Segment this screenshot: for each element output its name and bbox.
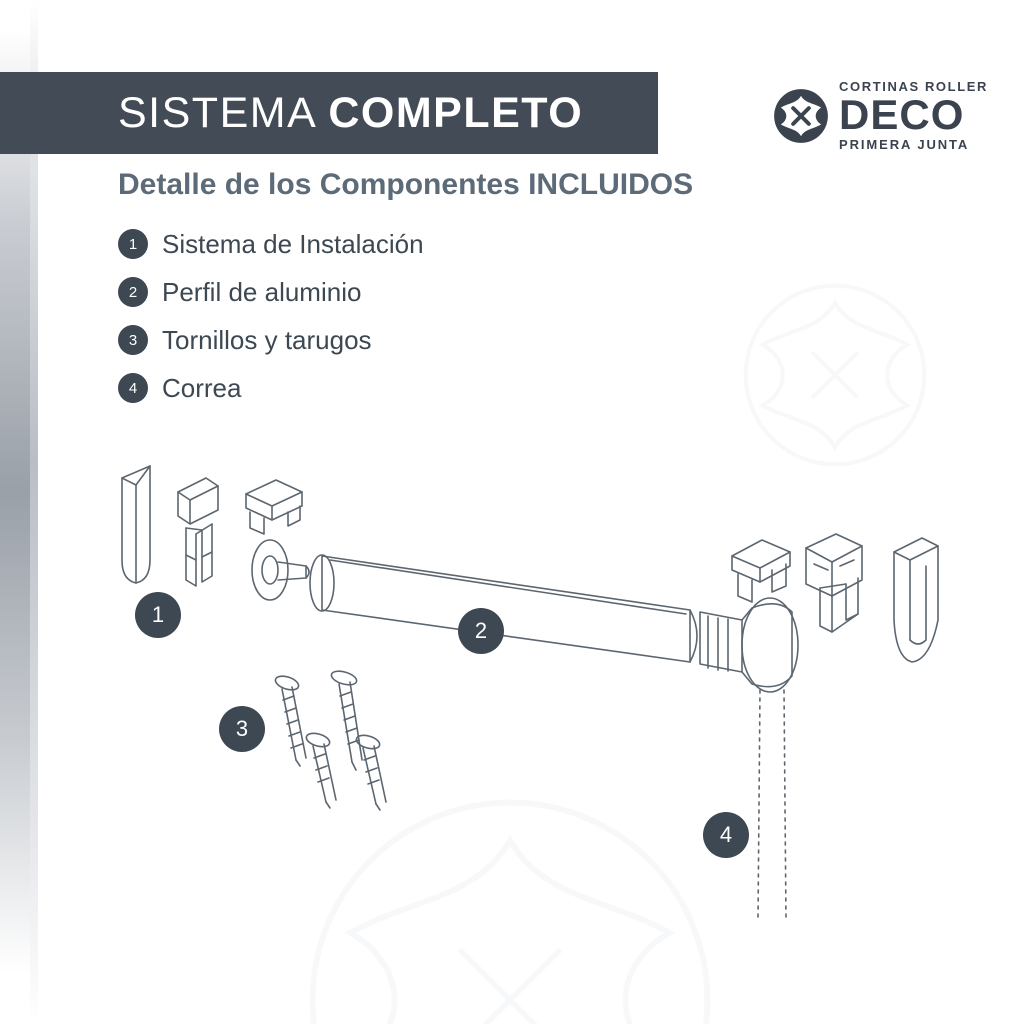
legend-label-2: Perfil de aluminio — [162, 276, 362, 307]
page-title-light: SISTEMA — [118, 88, 329, 137]
legend-bullet-1: 1 — [118, 229, 148, 259]
screws-group-part — [274, 669, 386, 810]
screw-3 — [305, 731, 336, 808]
roller-end-disc-part — [252, 540, 309, 600]
legend-bullet-2: 2 — [118, 277, 148, 307]
legend-bullet-4: 4 — [118, 373, 148, 403]
callout-badge-1: 1 — [135, 592, 181, 638]
screw-1 — [274, 674, 306, 766]
callout-badge-2: 2 — [458, 608, 504, 654]
bracket-right-a-part — [732, 540, 790, 602]
callout-badge-4: 4 — [703, 812, 749, 858]
logo-bottom-text: PRIMERA JUNTA — [839, 137, 970, 152]
end-cap-right-part — [894, 538, 938, 662]
legend-label-4: Correa — [162, 372, 242, 403]
bracket-right-of-left-part — [246, 480, 302, 534]
bracket-right-b-part — [806, 534, 862, 632]
legend-label-1: Sistema de Instalación — [162, 228, 424, 259]
aluminium-tube-part — [310, 555, 697, 662]
legend-label-3: Tornillos y tarugos — [162, 324, 372, 355]
bracket-left-part — [178, 478, 218, 586]
subtitle: Detalle de los Componentes INCLUIDOS — [118, 168, 694, 201]
chain-cord-part — [758, 690, 786, 920]
logo-brand-text: DECO — [839, 91, 965, 138]
page-title-bold: COMPLETO — [328, 88, 584, 137]
screw-4 — [355, 733, 386, 810]
callout-badge-3: 3 — [219, 706, 265, 752]
clutch-end-part — [700, 598, 798, 692]
legend-bullet-3: 3 — [118, 325, 148, 355]
screw-2 — [330, 669, 362, 770]
end-cap-part — [122, 466, 150, 583]
logo-top-text: CORTINAS ROLLER — [839, 79, 988, 94]
